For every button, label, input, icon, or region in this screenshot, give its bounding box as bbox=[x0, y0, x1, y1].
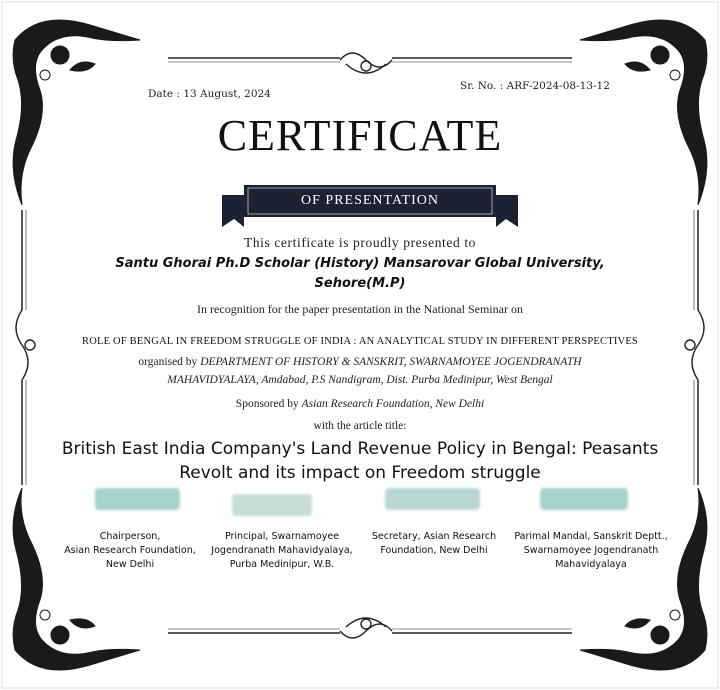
signatory-secretary bbox=[359, 530, 509, 558]
signature-secretary bbox=[385, 488, 480, 510]
sponsor-line bbox=[0, 398, 720, 410]
organiser-name: DEPARTMENT OF HISTORY & SANSKRIT, SWARNAMOYEE JOGENDRANATH bbox=[200, 356, 582, 368]
signatory-line: Foundation, New Delhi bbox=[380, 545, 488, 556]
sponsor-name: Asian Research Foundation, New Delhi bbox=[301, 398, 485, 410]
signatory-line: Asian Research Foundation, bbox=[64, 545, 196, 556]
signatory-line: Chairperson, bbox=[99, 531, 161, 542]
signatory-line: Jogendranath Mahavidyalaya, bbox=[211, 545, 353, 556]
signatory-line: Secretary, Asian Research bbox=[371, 531, 497, 542]
certificate-title: CERTIFICATE bbox=[217, 111, 503, 160]
signature-chairperson bbox=[95, 488, 180, 510]
organiser-line-1 bbox=[0, 356, 720, 368]
certificate-date: Date : 13 August, 2024 bbox=[148, 88, 271, 100]
signatory-line: Mahavidyalaya bbox=[555, 559, 627, 570]
signatory-parimal-mandal bbox=[511, 530, 671, 572]
recipient-name: Santu Ghorai Ph.D Scholar (History) Mansarovar Global University, bbox=[115, 256, 605, 271]
article-title bbox=[50, 437, 670, 485]
serial-number: Sr. No. : ARF-2024-08-13-12 bbox=[460, 80, 610, 92]
recipient-location: Sehore(M.P) bbox=[314, 276, 406, 291]
signature-principal bbox=[232, 494, 312, 516]
sponsored-prefix: Sponsored by bbox=[235, 398, 299, 410]
signatory-line: Principal, Swarnamoyee bbox=[224, 531, 340, 542]
seminar-topic: ROLE OF BENGAL IN FREEDOM STRUGGLE OF INDIA : AN ANALYTICAL STUDY IN DIFFERENT PERSPECTIVES bbox=[82, 336, 638, 347]
subtitle-ribbon bbox=[222, 183, 518, 229]
organiser-line-2: MAHAVIDYALAYA, Amdabad, P.S Nandigram, Dist. Purba Medinipur, West Bengal bbox=[167, 374, 553, 386]
signatory-line: Parimal Mandal, Sanskrit Deptt., bbox=[514, 531, 668, 542]
organised-prefix: organised by bbox=[138, 356, 198, 368]
signatory-principal bbox=[207, 530, 357, 572]
certificate-subtitle: OF PRESENTATION bbox=[301, 193, 439, 208]
with-title-text: with the article title: bbox=[313, 420, 407, 432]
signature-parimal-mandal bbox=[540, 488, 628, 510]
signatory-line: Swarnamoyee Jogendranath bbox=[523, 545, 659, 556]
signatory-line: Purba Medinipur, W.B. bbox=[229, 559, 335, 570]
presented-text: This certificate is proudly presented to bbox=[243, 235, 477, 250]
recognition-text: In recognition for the paper presentation in the National Seminar on bbox=[197, 302, 523, 316]
article-title-line-1: British East India Company's Land Revenue Policy in Bengal: Peasants bbox=[61, 439, 659, 459]
signatory-line: New Delhi bbox=[105, 559, 155, 570]
signatory-chairperson bbox=[55, 530, 205, 572]
article-title-line-2: Revolt and its impact on Freedom struggle bbox=[179, 463, 541, 483]
